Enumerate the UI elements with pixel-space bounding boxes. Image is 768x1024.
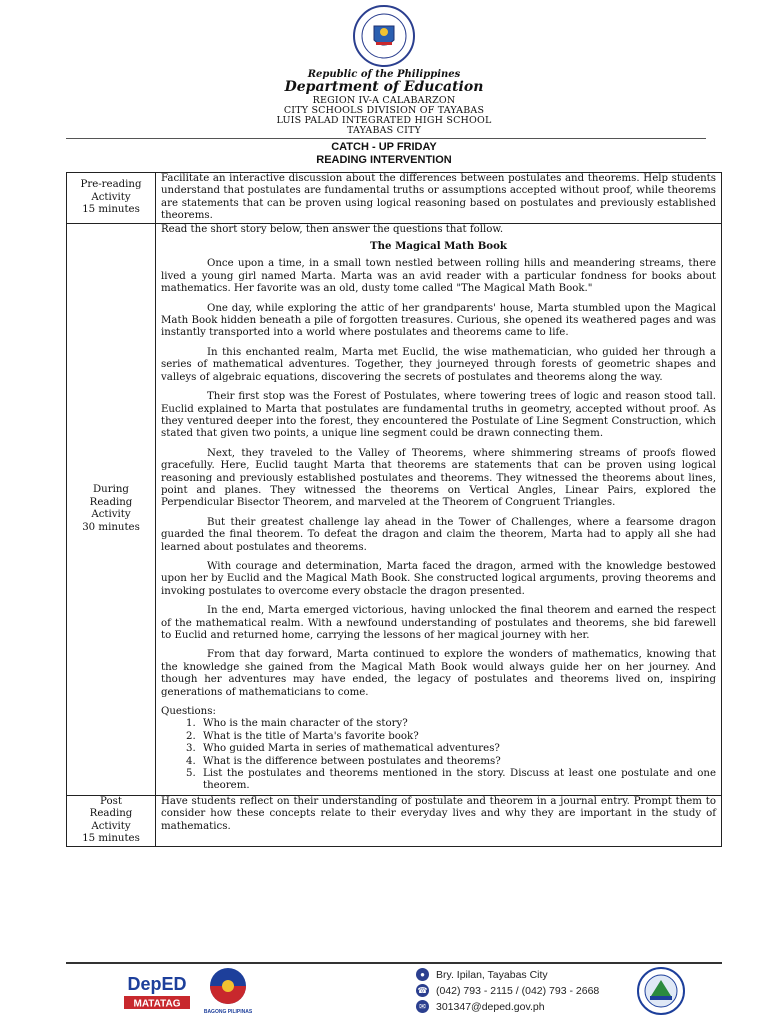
questions-list — [161, 718, 716, 792]
location-pin-icon: ● — [416, 968, 429, 981]
title-catchup: CATCH - UP FRIDAY — [331, 141, 437, 153]
phone-line: ☎ (042) 793 - 2115 / (042) 793 - 2668 — [417, 984, 600, 997]
deped-matatag-logo — [118, 968, 196, 1014]
svg-text:BAGONG PILIPINAS: BAGONG PILIPINAS — [203, 1009, 253, 1015]
school-seal-logo — [636, 966, 686, 1016]
pre-reading-text: Facilitate an interactive discussion about the differences between postulates and theorems. Help students understand that postulates are fundamental truths or assumptions accepted without proof, while theorems are statements that can be proven using logical reasoning based on postulates and previously established theorems. — [161, 173, 716, 222]
story-paragraph: One day, while exploring the attic of her grandparents' house, Marta stumbled upon the Magical Math Book hidden beneath a pile of forgotten treasures. Curious, she opened its weathered pages and was instantly transported into a world where postulates and theorems came to life. — [161, 302, 716, 339]
header-divider — [66, 138, 706, 139]
question-item: 3. Who guided Marta in series of mathematical adventures? — [199, 743, 716, 755]
question-item: 5. List the postulates and theorems mentioned in the story. Discuss at least one postulate and one theorem. — [199, 768, 716, 793]
phone-icon: ☎ — [417, 986, 428, 995]
region-line: REGION IV-A CALABARZON — [312, 95, 456, 106]
city-line: TAYABAS CITY — [346, 125, 422, 136]
republic-line: Republic of the Philippines — [307, 69, 461, 80]
during-reading-label: During Reading Activity 30 minutes — [67, 223, 156, 795]
story-paragraph: But their greatest challenge lay ahead in the Tower of Challenges, where a fearsome dragon guarded the final theorem. To defeat the dragon and claim the theorem, Marta had to apply all she had learned about postulates and theorems. — [161, 516, 716, 553]
bagong-pilipinas-logo — [200, 966, 256, 1016]
pre-reading-label: Pre-reading Activity 15 minutes — [67, 173, 156, 224]
row-post-reading — [67, 795, 722, 846]
during-reading-cell — [156, 223, 722, 795]
email-line: ✉ 301347@deped.gov.ph — [416, 1000, 545, 1013]
row-pre-reading — [67, 173, 722, 224]
activity-table — [66, 172, 722, 847]
story-paragraph: Once upon a time, in a small town nestled between rolling hills and meandering streams, there lived a young girl named Marta. Marta was an avid reader with a particular fondness for books about mathematics. Her favorite was an old, dusty tome called "The Magical Math Book." — [161, 258, 716, 295]
pre-reading-text-cell — [156, 173, 722, 224]
question-item: 4. What is the difference between postulates and theorems? — [199, 756, 716, 768]
email-icon: ✉ — [416, 1000, 429, 1013]
story-paragraph: Next, they traveled to the Valley of Theorems, where shimmering streams of proofs flowed gracefully. Here, Euclid taught Marta that theorems are statements that can be proven using logical reasoning and previously established postulates and theorems. They witnessed the theorems about lines, point and planes. They witnessed the theorems on Vertical Angles, Linear Pairs, explored the Perpendicular Bisector Theorem, and marveled at the Theorem of Congruent Triangles. — [161, 447, 716, 509]
questions-label: Questions: — [161, 706, 216, 718]
question-item: 2. What is the title of Marta's favorite book? — [199, 731, 716, 743]
story-intro: Read the short story below, then answer the questions that follow. — [161, 223, 504, 235]
story-paragraph: With courage and determination, Marta faced the dragon, armed with the knowledge bestowed upon her by Euclid and the Magical Math Book. She constructed logical arguments, proving theorems and invoking postulates to overcome every obstacle the dragon presented. — [161, 560, 716, 597]
deped-seal-logo — [352, 4, 416, 68]
story-paragraph: In this enchanted realm, Marta met Euclid, the wise mathematician, who guided her through a series of mathematical adventures. Together, they journeyed through forests of geometric shapes and valleys of algebraic equations, discovering the secrets of postulates and theorems along the way. — [161, 346, 716, 383]
story-paragraph: From that day forward, Marta continued to explore the wonders of mathematics, knowing that the knowledge she gained from the Magical Math Book would always guide her on her journey. And though her adventures may have ended, the legacy of postulates and theorems lived on, inspiring generations of mathematicians to come. — [161, 649, 716, 698]
post-reading-label: Post Reading Activity 15 minutes — [67, 795, 156, 846]
story-title: The Magical Math Book — [370, 240, 507, 253]
story-paragraph: Their first stop was the Forest of Postulates, where towering trees of logic and reason stood tall. Euclid explained to Marta that postulates are fundamental truths in geometry, accepted without proof. As they ventured deeper into the forest, they encountered the Postulate of Line Segment Construction, which stated that given two points, a unique line segment could be drawn connecting them. — [161, 391, 716, 440]
row-during-reading — [67, 223, 722, 795]
department-line: Department of Education — [284, 79, 484, 95]
svg-text:MATATAG: MATATAG — [133, 998, 181, 1010]
division-line: CITY SCHOOLS DIVISION OF TAYABAS — [283, 105, 485, 116]
footer-divider — [66, 962, 722, 964]
address-line: ● Bry. Ipilan, Tayabas City — [416, 968, 548, 981]
story-paragraph: In the end, Marta emerged victorious, having unlocked the final theorem and earned the respect of the mathematical realm. With a newfound understanding of postulates and theorems, she bid farewell to Euclid and returned home, carrying the lessons of her magical journey with her. — [161, 605, 716, 641]
svg-text:DepED: DepED — [127, 974, 187, 994]
post-reading-text: Have students reflect on their understanding of postulate and theorem in a journal entry. Prompt them to consider how these concepts relate to their everyday lives and why they are important in the study of mathematics. — [161, 795, 716, 832]
school-line: LUIS PALAD INTEGRATED HIGH SCHOOL — [276, 115, 492, 126]
question-item: 1. Who is the main character of the story? — [199, 718, 716, 730]
post-reading-text-cell — [156, 795, 722, 846]
title-reading: READING INTERVENTION — [316, 154, 452, 166]
